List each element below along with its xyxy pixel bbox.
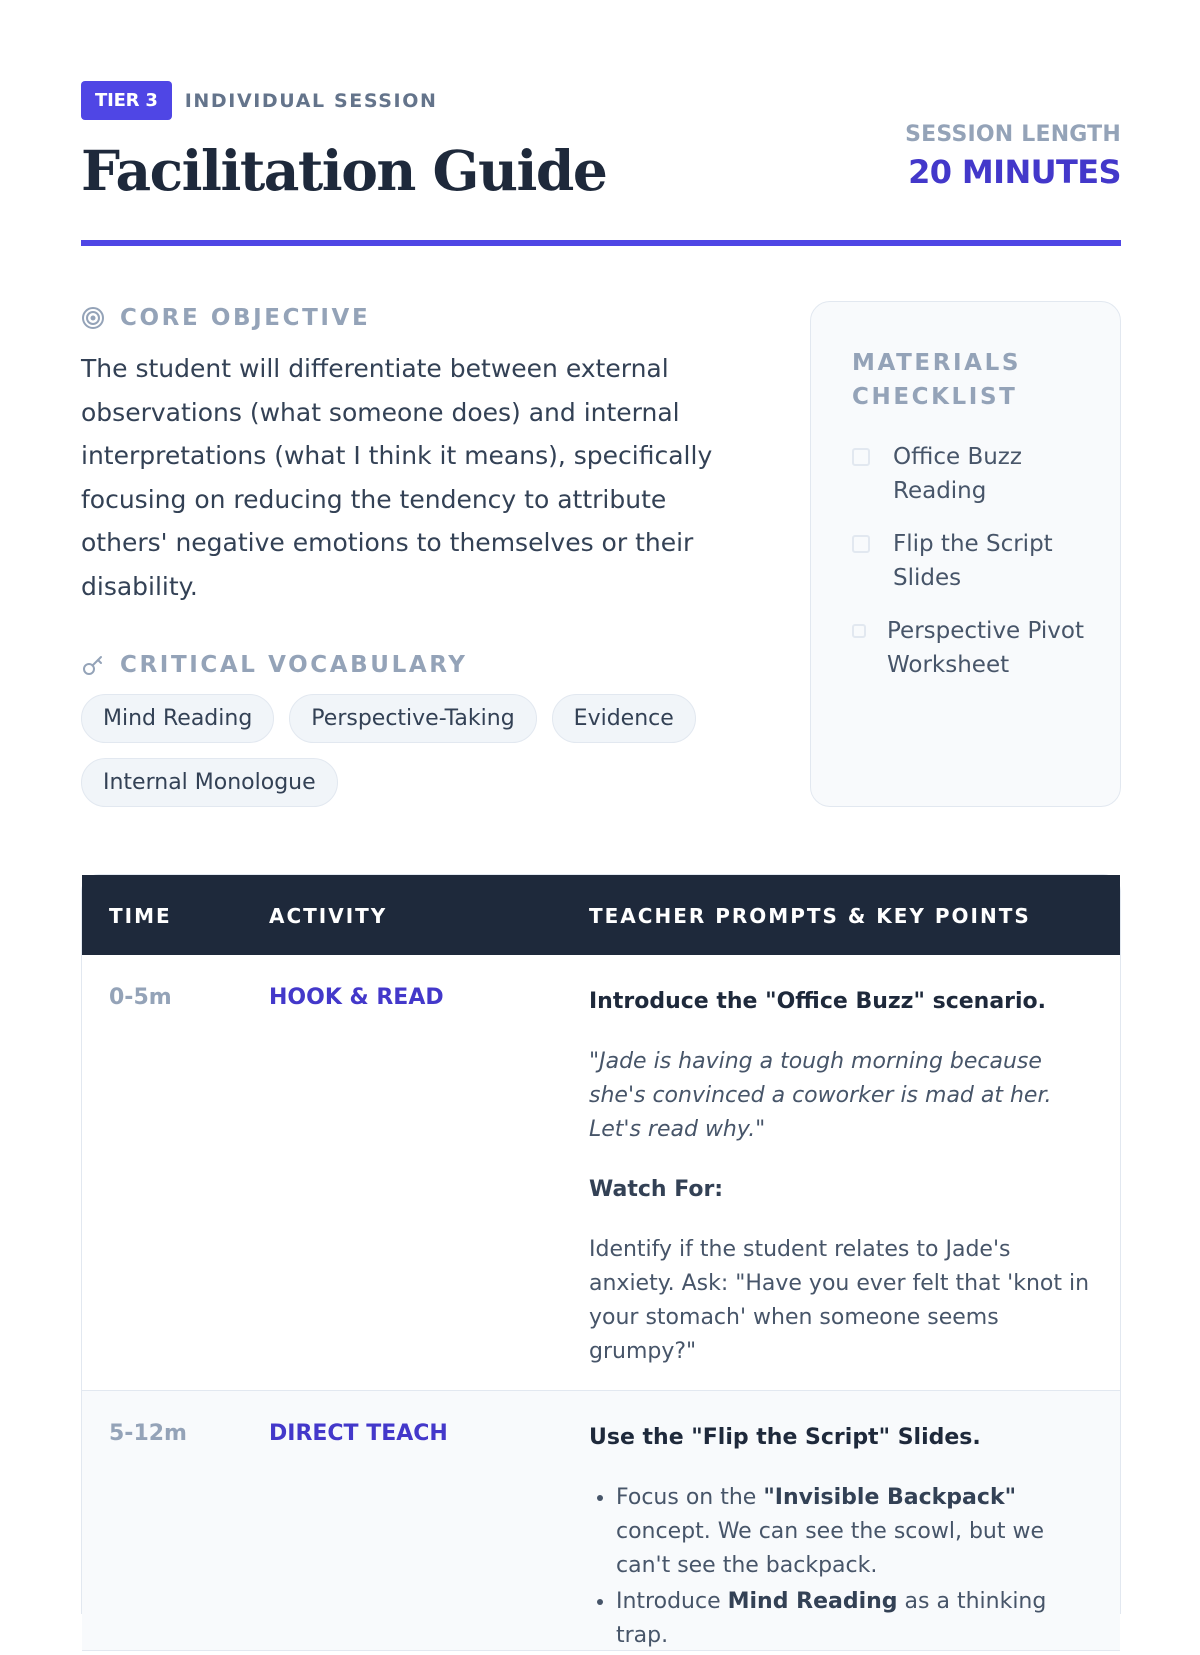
bullet-emphasis: "Invisible Backpack" xyxy=(763,1485,1017,1510)
bullet-item xyxy=(616,1585,1094,1653)
material-label: Flip the Script Slides xyxy=(893,531,1053,591)
vocab-chip: Internal Monologue xyxy=(81,758,338,807)
objective-title: CORE OBJECTIVE xyxy=(120,305,371,331)
tier-row xyxy=(81,81,1121,120)
row-time: 5-12m xyxy=(109,1421,187,1446)
vocabulary-chips xyxy=(81,694,731,807)
prompt-lead: Introduce the "Office Buzz" scenario. xyxy=(589,989,1047,1014)
bullet-text: as a thinking trap. xyxy=(616,1589,1047,1648)
session-length-value: 20 MINUTES xyxy=(908,153,1121,191)
row-time: 0-5m xyxy=(109,985,172,1010)
tier-badge: TIER 3 xyxy=(81,81,172,120)
row-activity: HOOK & READ xyxy=(269,985,444,1010)
session-type: INDIVIDUAL SESSION xyxy=(184,89,438,112)
checkbox[interactable] xyxy=(852,448,870,466)
header-divider xyxy=(81,240,1121,246)
row-prompts xyxy=(589,1421,1094,1655)
checkbox[interactable] xyxy=(852,624,866,638)
checkbox[interactable] xyxy=(852,535,870,553)
prompt-quote: "Jade is having a tough morning because she's convinced a coworker is mad at her. Let's read why." xyxy=(589,1049,1052,1142)
material-item[interactable] xyxy=(852,440,1100,508)
bullet-text: Focus on the xyxy=(616,1485,764,1510)
watch-for-text: Identify if the student relates to Jade's anxiety. Ask: "Have you ever felt that 'knot in your stomach' when someone seems grumpy?" xyxy=(589,1237,1090,1364)
materials-title: MATERIALS CHECKLIST xyxy=(852,350,1021,410)
session-length-label: SESSION LENGTH xyxy=(905,122,1121,147)
row-activity: DIRECT TEACH xyxy=(269,1421,448,1446)
materials-list xyxy=(852,440,1100,682)
material-label: Perspective Pivot Worksheet xyxy=(887,618,1084,678)
bullet-text: Introduce xyxy=(616,1589,728,1614)
materials-checklist xyxy=(810,301,1121,807)
page-header xyxy=(81,81,1121,203)
bullet-emphasis: Mind Reading xyxy=(727,1589,898,1614)
objective-text: The student will differentiate between external observations (what someone does) and internal interpretations (what I think it means), specifically focusing on reducing the tendency to attribute others' negative emotions to themselves or their disability. xyxy=(81,354,713,601)
material-label: Office Buzz Reading xyxy=(893,444,1022,504)
column-header-activity: ACTIVITY xyxy=(269,904,388,928)
vocab-chip: Perspective-Taking xyxy=(289,694,536,743)
table-row xyxy=(82,1391,1120,1651)
page-title: Facilitation Guide xyxy=(81,138,607,203)
bullet-item xyxy=(616,1481,1094,1583)
key-icon xyxy=(81,653,105,677)
column-header-time: TIME xyxy=(109,904,172,928)
material-item[interactable] xyxy=(852,614,1100,682)
vocabulary-title: CRITICAL VOCABULARY xyxy=(120,652,468,678)
vocabulary-heading xyxy=(81,652,468,678)
objective-heading xyxy=(81,305,370,331)
watch-for-label: Watch For: xyxy=(589,1177,724,1202)
vocab-chip: Evidence xyxy=(552,694,696,743)
session-plan-table xyxy=(81,874,1121,1648)
vocab-chip: Mind Reading xyxy=(81,694,274,743)
bullet-text: concept. We can see the scowl, but we can't see the backpack. xyxy=(616,1519,1045,1578)
row-prompts xyxy=(589,985,1094,1369)
session-length xyxy=(905,122,1121,191)
column-header-prompts: TEACHER PROMPTS & KEY POINTS xyxy=(589,904,1031,928)
material-item[interactable] xyxy=(852,527,1100,595)
prompt-lead: Use the "Flip the Script" Slides. xyxy=(589,1425,981,1450)
table-header xyxy=(82,875,1120,955)
table-row xyxy=(82,955,1120,1391)
target-icon xyxy=(81,306,105,330)
prompt-bullets xyxy=(589,1481,1094,1653)
